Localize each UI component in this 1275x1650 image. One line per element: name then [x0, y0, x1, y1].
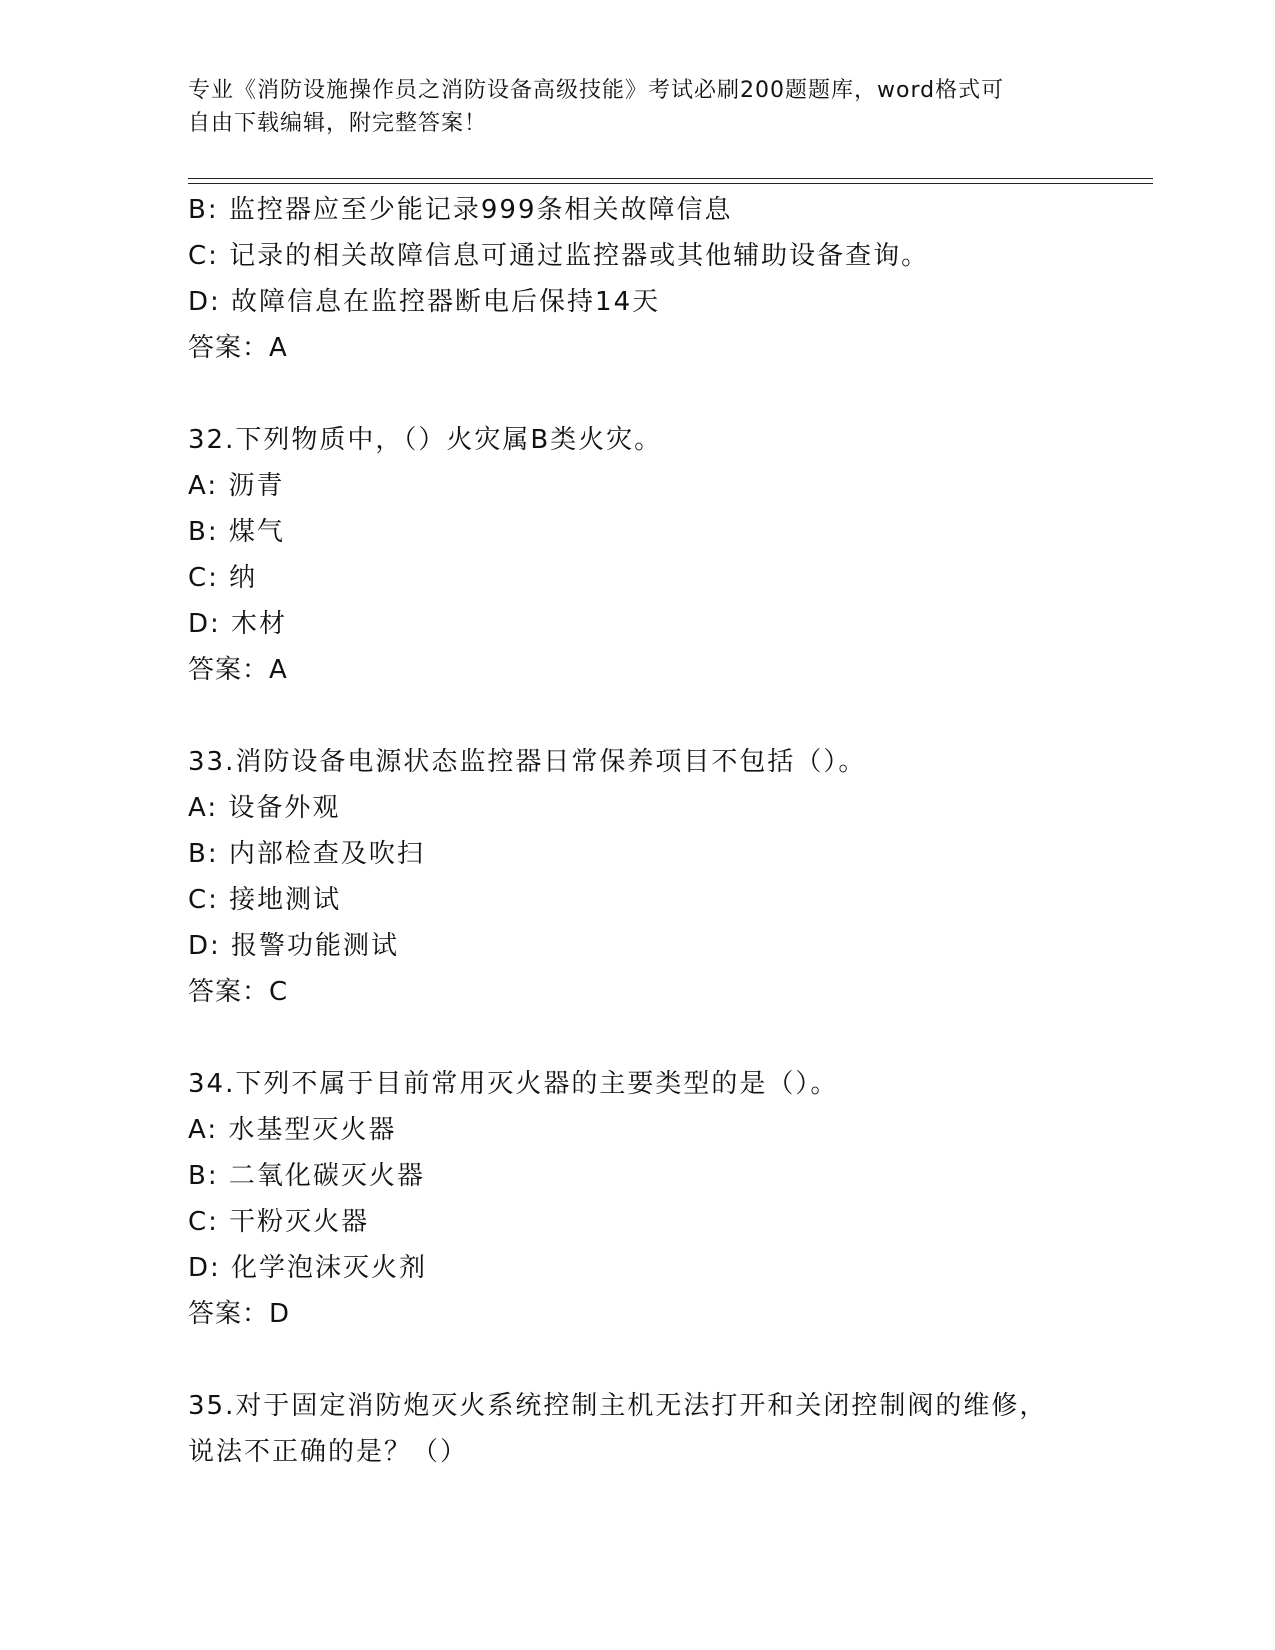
option-c: C: 干粉灭火器	[188, 1207, 370, 1237]
question-stem: 32.下列物质中，（）火灾属B类火灾。	[188, 425, 663, 455]
question-31-continued	[188, 187, 1148, 371]
question-stem: 33.消防设备电源状态监控器日常保养项目不包括（）。	[188, 747, 867, 777]
spacer	[188, 371, 1148, 417]
question-33	[188, 739, 1148, 1015]
question-stem-line-2: 说法不正确的是？（）	[188, 1437, 469, 1467]
question-stem: 34.下列不属于目前常用灭火器的主要类型的是（）。	[188, 1069, 839, 1099]
header-line-2: 自由下载编辑，附完整答案！	[188, 111, 488, 136]
option-b: B: 监控器应至少能记录999条相关故障信息	[188, 195, 733, 225]
option-c: C: 记录的相关故障信息可通过监控器或其他辅助设备查询。	[188, 241, 930, 271]
spacer	[188, 693, 1148, 739]
option-b: B: 二氧化碳灭火器	[188, 1161, 425, 1191]
header-line-1: 专业《消防设施操作员之消防设备高级技能》考试必刷200题题库，word格式可	[188, 78, 1005, 103]
spacer	[188, 1015, 1148, 1061]
document-header	[188, 74, 1088, 140]
option-d: D: 木材	[188, 609, 288, 639]
question-list	[188, 187, 1148, 1475]
option-d: D: 报警功能测试	[188, 931, 400, 961]
question-stem-line-1: 35.对于固定消防炮灭火系统控制主机无法打开和关闭控制阀的维修，	[188, 1391, 1048, 1421]
question-35	[188, 1383, 1148, 1475]
option-c: C: 纳	[188, 563, 258, 593]
option-d: D: 化学泡沫灭火剂	[188, 1253, 428, 1283]
spacer	[188, 1337, 1148, 1383]
answer: 答案：C	[188, 977, 289, 1007]
answer: 答案：D	[188, 1299, 291, 1329]
option-a: A: 设备外观	[188, 793, 341, 823]
question-32	[188, 417, 1148, 693]
option-c: C: 接地测试	[188, 885, 342, 915]
answer: 答案：A	[188, 655, 288, 685]
option-b: B: 煤气	[188, 517, 285, 547]
option-b: B: 内部检查及吹扫	[188, 839, 425, 869]
option-a: A: 水基型灭火器	[188, 1115, 397, 1145]
answer: 答案：A	[188, 333, 288, 363]
header-rule-top	[188, 178, 1153, 179]
option-a: A: 沥青	[188, 471, 285, 501]
header-rule-bottom	[188, 183, 1153, 184]
question-34	[188, 1061, 1148, 1337]
option-d: D: 故障信息在监控器断电后保持14天	[188, 287, 661, 317]
